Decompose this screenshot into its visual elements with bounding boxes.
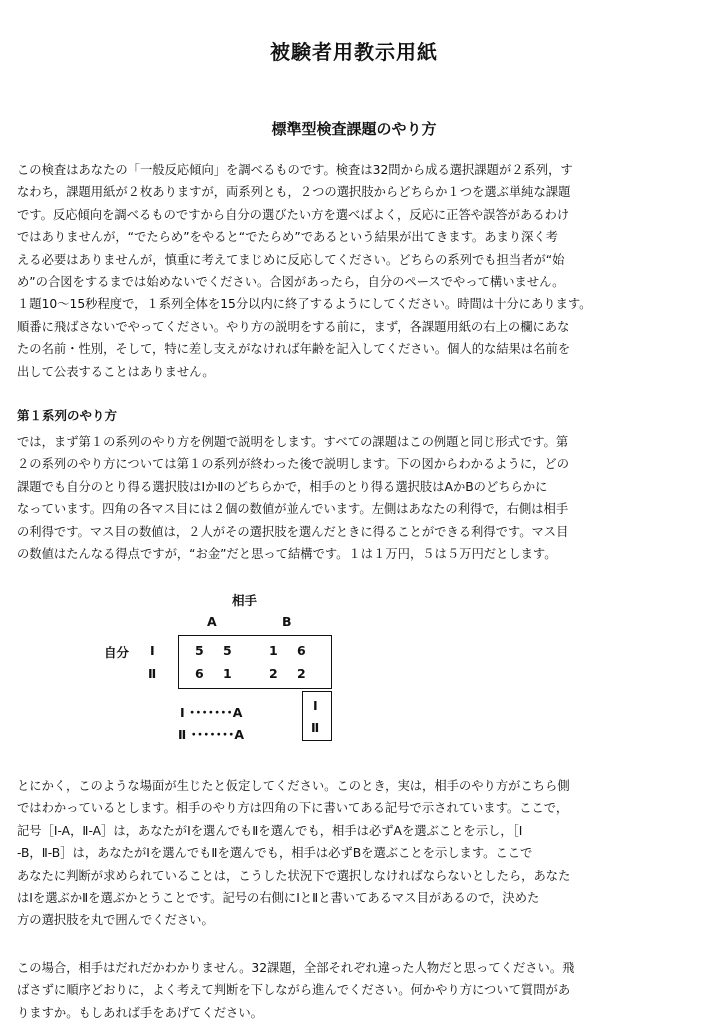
cell-value: 6 — [195, 666, 204, 681]
page-title: 被験者用教示用紙 — [270, 40, 438, 64]
text-line: 課題でも自分のとり得る選択肢はⅠかⅡのどちらかで，相手のとり得る選択肢はAかBのどちらかに — [17, 479, 548, 494]
answer-choice-box — [302, 691, 332, 741]
section1-continued-paragraph — [17, 775, 693, 932]
text-line: 出して公表することはありません。 — [17, 364, 215, 379]
text-line: 順番に飛ばさないでやってください。やり方の説明をする前に，まず，各課題用紙の右上の欄にあな — [17, 319, 570, 334]
section-heading: 第１系列のやり方 — [17, 408, 118, 423]
payoff-matrix-diagram — [100, 585, 460, 755]
text-line: りますか。もしあれば手をあげてください。 — [17, 1005, 263, 1020]
answer-option-2[interactable]: Ⅱ — [311, 720, 320, 735]
text-line: ではわかっているとします。相手のやり方は四角の下に書いてある記号で示されています。ここで， — [17, 801, 569, 816]
text-line: とにかく，このような場面が生じたと仮定してください。このとき，実は，相手のやり方がこちら側 — [17, 779, 570, 793]
opponent-strategy-code: Ⅰ ･･･････A — [180, 705, 243, 720]
text-line: なわち，課題用紙が２枚ありますが，両系列とも，２つの選択肢からどちらか１つを選ぶ単純な課題 — [17, 185, 571, 200]
text-line: の利得です。マス目の数値は，２人がその選択肢を選んだときに得ることができる利得です。マス目 — [17, 524, 569, 539]
column-b-label: B — [282, 614, 292, 629]
text-line: 記号［Ⅰ-A，Ⅱ-A］は，あなたがⅠを選んでもⅡを選んでも，相手は必ずAを選ぶことを示し，［Ⅰ — [17, 823, 523, 838]
payoff-matrix — [178, 635, 332, 689]
opponent-label: 相手 — [232, 593, 258, 608]
text-line: の数値はたんなる得点ですが，“お金”だと思って結構です。１は１万円，５は５万円だとします。 — [17, 547, 557, 562]
page-subtitle: 標準型検査課題のやり方 — [271, 120, 437, 138]
cell-value: 5 — [195, 643, 204, 658]
cell-value: 2 — [297, 666, 306, 681]
text-line: め”の合図をするまでは始めないでください。合図があったら，自分のペースでやって構いません。 — [17, 275, 565, 290]
cell-value: 2 — [269, 666, 278, 681]
text-line: です。反応傾向を調べるものですから自分の選びたい方を選べばよく，反応に正答や誤答があるわけ — [17, 207, 570, 222]
cell-value: 6 — [297, 643, 306, 658]
text-line: -B，Ⅱ-B］は，あなたがⅠを選んでもⅡを選んでも，相手は必ずBを選ぶことを示します。ここで — [17, 846, 533, 861]
text-line: １題10〜15秒程度で，１系列全体を15分以内に終了するようにしてください。時間は十分にあります。 — [17, 297, 592, 312]
row-2-label: Ⅱ — [148, 666, 157, 681]
text-line: では，まず第１の系列のやり方を例題で説明をします。すべての課題はこの例題と同じ形式です。第 — [17, 435, 569, 449]
answer-option-1[interactable]: Ⅰ — [313, 698, 318, 713]
text-line: この場合，相手はだれだかわかりません。32課題，全部それぞれ違った人物だと思ってください。飛 — [17, 961, 575, 975]
cell-value: 5 — [223, 643, 232, 658]
text-line: あなたに判断が求められていることは，こうした状況下で選択しなければならないとしたら，あなた — [17, 868, 571, 883]
text-line: たの名前・性別，そして，特に差し支えがなければ年齢を記入してください。個人的な結果は名前を — [17, 342, 571, 357]
section1-paragraph — [17, 431, 693, 565]
text-line: この検査はあなたの「一般反応傾向」を調べるものです。検査は32問から成る選択課題が２系列，す — [17, 163, 573, 177]
row-1-label: Ⅰ — [150, 643, 155, 658]
self-label: 自分 — [104, 645, 130, 660]
text-line: ではありませんが，“でたらめ”をやると“でたらめ”であるという結果が出てきます。あまり深く考 — [17, 230, 558, 245]
text-line: ばさずに順序どおりに，よく考えて判断を下しながら進んでください。何かやり方について質問があ — [17, 983, 571, 998]
text-line: える必要はありませんが，慎重に考えてまじめに反応してください。どちらの系列でも担当者が“始 — [17, 252, 565, 267]
text-line: なっています。四角の各マス目には２個の数値が並んでいます。左側はあなたの利得で，右側は相手 — [17, 502, 569, 517]
cell-value: 1 — [269, 643, 278, 658]
text-line: はⅠを選ぶかⅡを選ぶかとうことです。記号の右側にⅠとⅡと書いてあるマス目があるので，決めた — [17, 891, 540, 906]
text-line: 方の選択肢を丸で囲んでください。 — [17, 913, 214, 928]
column-a-label: A — [207, 614, 217, 629]
cell-value: 1 — [223, 666, 232, 681]
text-line: ２の系列のやり方については第１の系列が終わった後で説明します。下の図からわかるように，どの — [17, 457, 570, 472]
opponent-strategy-code: Ⅱ ･･･････A — [178, 727, 245, 742]
intro-paragraph — [17, 159, 693, 383]
closing-paragraph — [17, 957, 693, 1024]
